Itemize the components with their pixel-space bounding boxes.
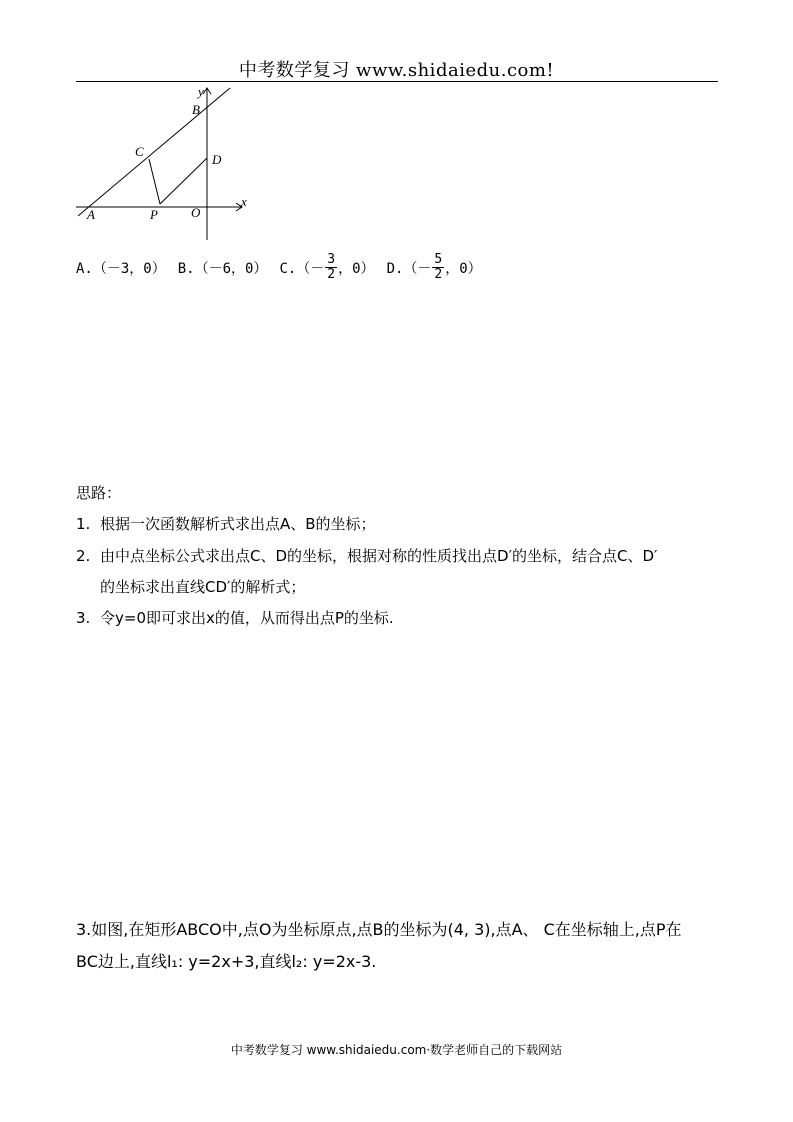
label-p: P [150,207,158,222]
option-d-prefix: D.（－ [386,260,432,277]
label-y: y [198,84,204,99]
option-c-denominator: 2 [327,267,336,282]
question-3-line-1: 3.如图,在矩形ABCO中,点O为坐标原点,点B的坐标为(4, 3),点A、 C在坐标轴上,点P在 [76,920,682,939]
thinking-step [76,607,394,628]
option-a: A.（－3，0） [76,260,166,277]
option-d-numerator: 5 [434,252,443,267]
thinking-step [76,513,376,534]
step-text: 由中点坐标公式求出点C、D的坐标，根据对称的性质找出点D′的坐标，结合点C、D′ [100,547,658,565]
option-d-fraction [432,253,444,282]
step-text: 的坐标求出直线CD′的解析式； [100,578,306,596]
step-number: 3. [76,609,91,627]
label-c: C [135,144,144,159]
question-3-line-2: BC边上,直线l₁: y=2x+3,直线l₂: y=2x-3. [76,952,377,971]
option-d-denominator: 2 [434,267,443,282]
label-a: A [87,207,95,222]
header-rule [76,81,718,82]
step-text: 根据一次函数解析式求出点A、B的坐标； [100,515,376,533]
footer-text: 中考数学复习 www.shidaiedu.com·数学老师自己的下载网站 [230,1043,563,1057]
label-d: D [212,152,222,167]
thinking-title: 思路： [76,484,122,502]
segment-cp [149,159,160,204]
option-b: B.（－6，0） [177,260,268,277]
segment-pd [160,158,207,204]
header-title: 中考数学复习 www.shidaiedu.com! [238,60,555,81]
step-text: 令y=0即可求出x的值，从而得出点P的坐标. [100,609,394,627]
step-number: 1. [76,515,91,533]
label-b: B [192,102,200,117]
option-d-suffix: ，0） [445,260,482,277]
label-o: O [191,205,201,220]
option-c-suffix: ，0） [338,260,375,277]
option-c-prefix: C.（－ [279,260,325,277]
thinking-step [76,545,657,566]
step-number: 2. [76,547,91,565]
thinking-step [76,576,305,597]
geometry-figure [74,84,254,244]
answer-options [76,253,482,282]
option-c-numerator: 3 [327,252,336,267]
label-x: x [241,194,247,209]
option-c-fraction [325,253,337,282]
